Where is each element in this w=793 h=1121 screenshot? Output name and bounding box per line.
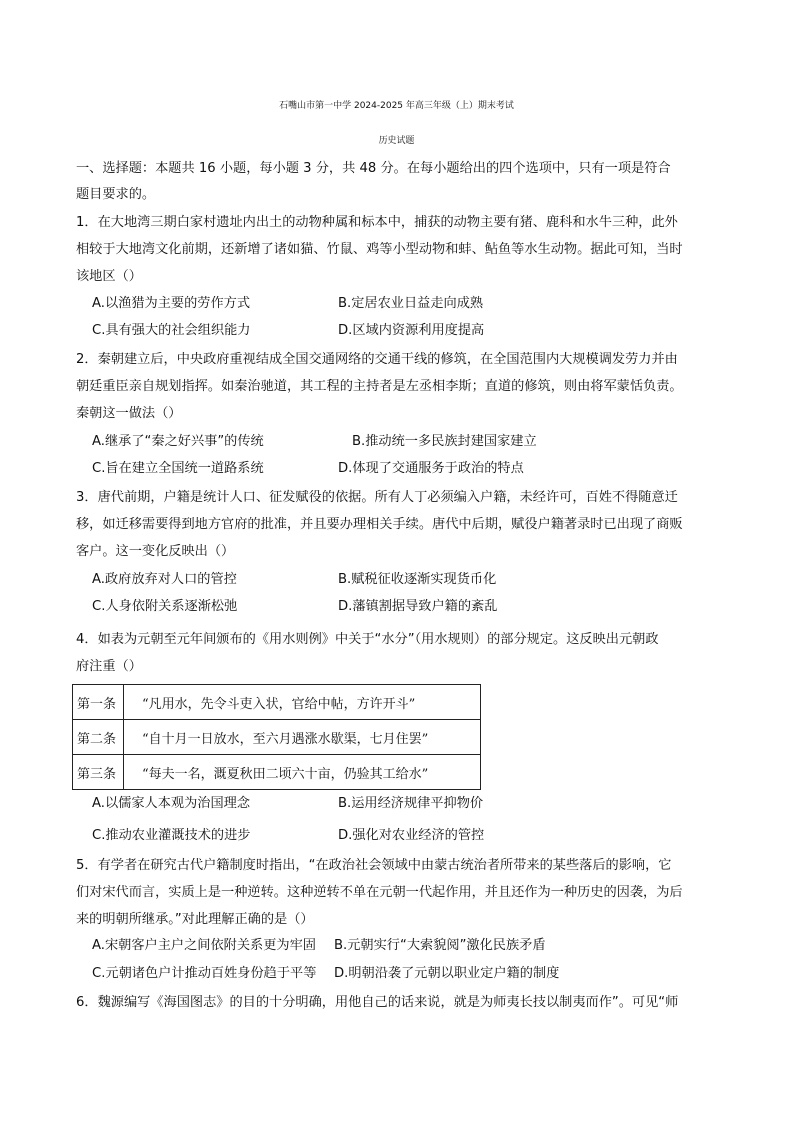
q4-option-d: D.强化对农业经济的管控	[338, 828, 485, 843]
rule-text: “凡用水，先令斗吏入状，官给中帖，方许开斗”	[124, 685, 481, 720]
rule-number: 第三条	[73, 755, 124, 790]
q2-stem-line-1: 2．秦朝建立后，中央政府重视结成全国交通网络的交通干线的修筑，在全国范围内大规模调发劳力并由	[76, 352, 678, 367]
q4-option-a: A.以儒家人本观为治国理念	[92, 796, 251, 811]
q6-stem-line-1: 6．魏源编写《海国图志》的目的十分明确，用他自己的话来说，就是为师夷长技以制夷而作”。可见“师	[76, 995, 679, 1010]
q2-option-b: B.推动统一多民族封建国家建立	[352, 434, 537, 449]
q2-stem-line-3: 秦朝这一做法（）	[76, 406, 182, 421]
q3-option-a: A.政府放弃对人口的管控	[92, 572, 237, 587]
section-instructions-line-2: 题目要求的。	[76, 187, 156, 202]
q3-stem-line-1: 3．唐代前期，户籍是统计人口、征发赋役的依据。所有人丁必须编入户籍，未经许可，百姓不得随意迁	[76, 490, 678, 505]
q5-option-c: C.元朝诸色户计推动百姓身份趋于平等	[92, 966, 317, 981]
q2-option-d: D.体现了交通服务于政治的特点	[338, 461, 524, 476]
q5-stem-line-1: 5．有学者在研究古代户籍制度时指出，“在政治社会领域中由蒙古统治者所带来的某些落后的影响，它	[76, 858, 672, 873]
rule-number: 第二条	[73, 720, 124, 755]
section-instructions-line-1: 一、选择题：本题共 16 小题，每小题 3 分，共 48 分。在每小题给出的四个选项中，只有一项是符合	[76, 161, 671, 176]
q5-option-d: D.明朝沿袭了元朝以职业定户籍的制度	[334, 966, 560, 981]
q3-option-b: B.赋税征收逐渐实现货币化	[338, 572, 497, 587]
rule-number: 第一条	[73, 685, 124, 720]
q5-option-a: A.宋朝客户主户之间依附关系更为牢固	[92, 938, 316, 953]
table-row	[73, 720, 481, 755]
q1-option-a: A.以渔猎为主要的劳作方式	[92, 296, 251, 311]
q1-stem-line-1: 1．在大地湾三期白家村遗址内出土的动物种属和标本中，捕获的动物主要有猪、鹿科和水牛三种，此外	[76, 215, 678, 230]
q1-option-d: D.区域内资源利用度提高	[338, 323, 485, 338]
rule-text: “自十月一日放水，至六月遇涨水歇渠，七月住罢”	[124, 720, 481, 755]
exam-title: 石嘴山市第一中学 2024-2025 年高三年级（上）期末考试	[279, 101, 514, 111]
q1-option-c: C.具有强大的社会组织能力	[92, 323, 251, 338]
q4-stem-line-1: 4．如表为元朝至元年间颁布的《用水则例》中关于“水分”（用水规则）的部分规定。这反映出元朝政	[76, 632, 659, 647]
q3-option-d: D.藩镇割据导致户籍的紊乱	[338, 599, 498, 614]
q1-option-b: B.定居农业日益走向成熟	[338, 296, 484, 311]
q5-stem-line-2: 们对宋代而言，实质上是一种逆转。这种逆转不单在元朝一代起作用，并且还作为一种历史的因袭，为后	[76, 885, 683, 900]
q4-option-b: B.运用经济规律平抑物价	[338, 796, 484, 811]
q4-option-c: C.推动农业灌溉技术的进步	[92, 828, 251, 843]
table-row	[73, 685, 481, 720]
water-rules-table	[72, 684, 481, 790]
q1-stem-line-3: 该地区（）	[76, 269, 142, 284]
q4-stem-line-2: 府注重（）	[76, 659, 142, 674]
q3-stem-line-2: 移，如迁移需要得到地方官府的批准，并且要办理相关手续。唐代中后期，赋役户籍著录时已出现了商贩	[76, 517, 683, 532]
q5-stem-line-3: 来的明朝所继承。”对此理解正确的是（）	[76, 912, 314, 927]
q2-option-a: A.继承了“秦之好兴事”的传统	[92, 434, 264, 449]
q1-stem-line-2: 相较于大地湾文化前期，还新增了诸如猫、竹鼠、鸡等小型动物和蚌、鲇鱼等水生动物。据此可知，当时	[76, 242, 683, 257]
q3-stem-line-3: 客户。这一变化反映出（）	[76, 544, 235, 559]
table-row	[73, 755, 481, 790]
rule-text: “每夫一名，溉夏秋田二顷六十亩，仍验其工给水”	[124, 755, 481, 790]
q2-option-c: C.旨在建立全国统一道路系统	[92, 461, 264, 476]
exam-subtitle: 历史试题	[378, 136, 415, 146]
q2-stem-line-2: 朝廷重臣亲自规划指挥。如秦治驰道，其工程的主持者是左丞相李斯；直道的修筑，则由将军蒙恬负责。	[76, 379, 683, 394]
q5-option-b: B.元朝实行“大索貌阅”激化民族矛盾	[334, 938, 546, 953]
q3-option-c: C.人身依附关系逐渐松弛	[92, 599, 238, 614]
